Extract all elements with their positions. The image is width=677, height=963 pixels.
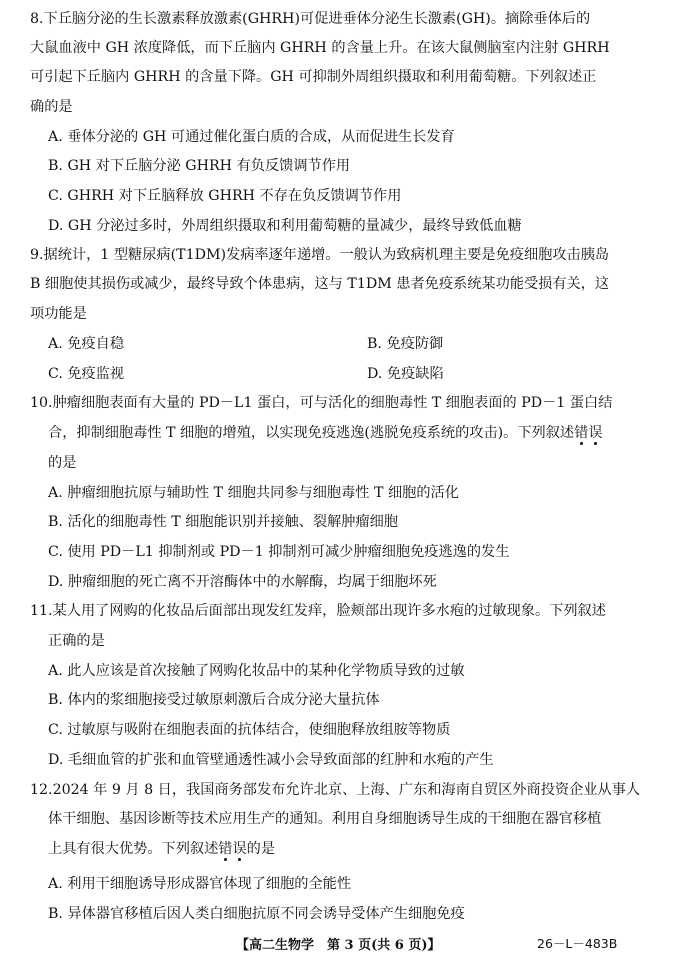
question-9-option-a: A. 免疫自稳 — [48, 336, 125, 352]
question-11-option-d: D. 毛细血管的扩张和血管壁通透性减小会导致面部的红肿和水疱的产生 — [48, 752, 494, 768]
question-12-option-a: A. 利用干细胞诱导形成器官体现了细胞的全能性 — [48, 876, 352, 892]
question-11-line-2: 正确的是 — [48, 633, 105, 649]
question-11-option-b: B. 体内的浆细胞接受过敏原刺激后合成分泌大量抗体 — [48, 692, 380, 708]
question-8-line-4: 确的是 — [30, 99, 73, 115]
question-9-option-b: B. 免疫防御 — [367, 336, 444, 352]
emphasis-char: 误 — [232, 841, 247, 857]
question-10-line-1: 10.肿瘤细胞表面有大量的 PD－L1 蛋白，可与活化的细胞毒性 T 细胞表面的 PD－1 蛋白结 — [30, 395, 613, 411]
question-12-line-3: 上具有很大优势。下列叙述错误的是 — [48, 841, 276, 857]
question-9-line-2: B 细胞使其损伤或减少，最终导致个体患病，这与 T1DM 患者免疫系统某功能受损有关，这 — [30, 276, 610, 292]
page-footer — [0, 932, 677, 954]
question-9-option-row-1 — [0, 334, 677, 354]
question-12-option-b: B. 异体器官移植后因人类白细胞抗原不同会诱导受体产生细胞免疫 — [48, 906, 465, 922]
question-10-option-d: D. 肿瘤细胞的死亡离不开溶酶体中的水解酶，均属于细胞坏死 — [48, 574, 437, 590]
question-8-option-d: D. GH 分泌过多时，外周组织摄取和利用葡萄糖的量减少，最终导致低血糖 — [48, 218, 522, 234]
footer-exam-code: 26－L－483B — [537, 936, 618, 951]
question-8-option-b: B. GH 对下丘脑分泌 GHRH 有负反馈调节作用 — [48, 158, 351, 174]
question-9-option-row-2 — [0, 364, 677, 384]
question-9-line-1: 9.据统计，1 型糖尿病(T1DM)发病率逐年递增。一般认为致病机理主要是免疫细胞攻击胰岛 — [30, 247, 610, 263]
question-9-option-c: C. 免疫监视 — [48, 366, 125, 382]
question-10-line-2: 合，抑制细胞毒性 T 细胞的增殖，以实现免疫逃逸(逃脱免疫系统的攻击)。下列叙述错误 — [48, 425, 603, 441]
question-9-option-d: D. 免疫缺陷 — [367, 366, 444, 382]
question-10-option-a: A. 肿瘤细胞抗原与辅助性 T 细胞共同参与细胞毒性 T 细胞的活化 — [48, 485, 459, 501]
question-8-option-a: A. 垂体分泌的 GH 可通过催化蛋白质的合成，从而促进生长发育 — [48, 129, 455, 145]
question-12-line-1: 12.2024 年 9 月 8 日，我国商务部发布允许北京、上海、广东和海南自贸区外商投资企业从事人 — [30, 782, 641, 798]
emphasis-char: 误 — [588, 425, 603, 441]
question-8-line-2: 大鼠血液中 GH 浓度降低，而下丘脑内 GHRH 的含量上升。在该大鼠侧脑室内注射 GHRH — [30, 40, 610, 56]
question-10-option-c: C. 使用 PD－L1 抑制剂或 PD－1 抑制剂可减少肿瘤细胞免疫逃逸的发生 — [48, 544, 510, 560]
question-11-option-a: A. 此人应该是首次接触了网购化妆品中的某种化学物质导致的过敏 — [48, 663, 465, 679]
question-8-option-c: C. GHRH 对下丘脑释放 GHRH 不存在负反馈调节作用 — [48, 188, 402, 204]
footer-page-label: 【高二生物学 第 3 页(共 6 页)】 — [236, 938, 441, 953]
question-9-line-3: 项功能是 — [30, 306, 87, 322]
question-8-line-3: 可引起下丘脑内 GHRH 的含量下降。GH 可抑制外周组织摄取和利用葡萄糖。下列叙述正 — [30, 69, 597, 85]
question-10-line-3: 的是 — [48, 455, 77, 471]
question-11-line-1: 11.某人用了网购的化妆品后面部出现发红发痒，脸颊部出现许多水疱的过敏现象。下列叙述 — [30, 603, 606, 619]
emphasis-char: 错 — [574, 425, 589, 441]
question-12-line-2: 体干细胞、基因诊断等技术应用生产的通知。利用自身细胞诱导生成的干细胞在器官移植 — [48, 811, 602, 827]
emphasis-char: 错 — [218, 841, 233, 857]
question-10-option-b: B. 活化的细胞毒性 T 细胞能识别并接触、裂解肿瘤细胞 — [48, 514, 399, 530]
question-8-line-1: 8.下丘脑分泌的生长激素释放激素(GHRH)可促进垂体分泌生长激素(GH)。摘除垂体后的 — [30, 11, 591, 27]
question-11-option-c: C. 过敏原与吸附在细胞表面的抗体结合，使细胞释放组胺等物质 — [48, 722, 451, 738]
